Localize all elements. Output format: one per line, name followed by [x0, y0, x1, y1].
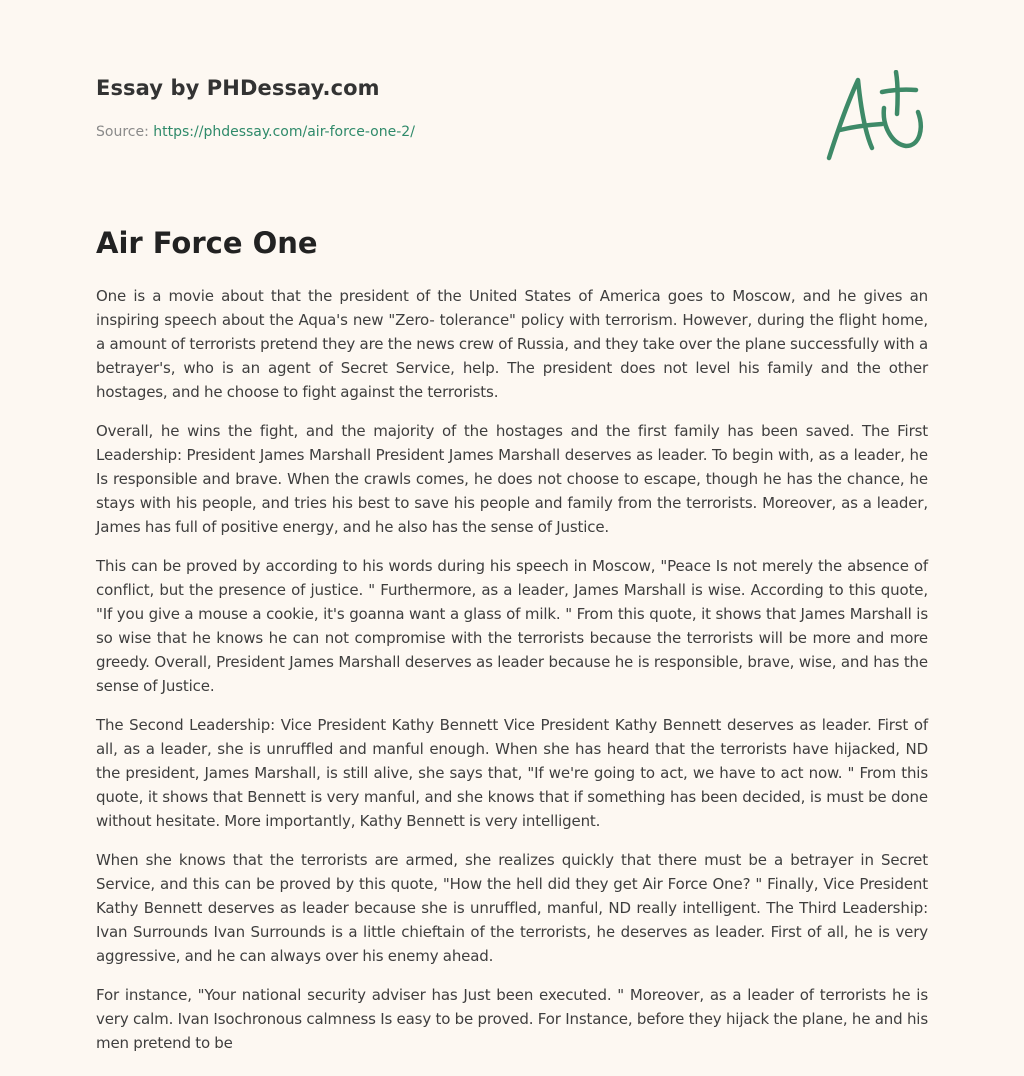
- essay-paragraph: For instance, "Your national security adviser has Just been executed. " Moreover, as a leader of terrorists he is very calm. Ivan Isochronous calmness Is easy to be proved. For Instance, before they hijack the plane, he and his men pretend to be: [96, 986, 928, 1052]
- site-brand: Essay by PHDessay.com: [96, 76, 380, 100]
- essay-paragraph: This can be proved by according to his words during his speech in Moscow, "Peace Is not merely the absence of conflict, but the presence of justice. " Furthermore, as a leader, James Marshall is wise. According to this quote, "If you give a mouse a cookie, it's goanna want a glass of milk. " From this quote, it shows that James Marshall is so wise that he knows he can not compromise with the terrorists because the terrorists will be more and more greedy. Overall, President James Marshall deserves as leader because he is responsible, brave, wise, and has the sense of Justice.: [96, 557, 928, 695]
- essay-paragraph: The Second Leadership: Vice President Kathy Bennett Vice President Kathy Bennett deserves as leader. First of all, as a leader, she is unruffled and manful enough. When she has heard that the terrorists have hijacked, ND the president, James Marshall, is still alive, she says that, "If we're going to act, we have to act now. " From this quote, it shows that Bennett is very manful, and she knows that if something has been decided, is must be done without hesitate. More importantly, Kathy Bennett is very intelligent.: [96, 716, 928, 830]
- source-line: [96, 124, 415, 140]
- essay-paragraph: Overall, he wins the fight, and the majority of the hostages and the first family has been saved. The First Leadership: President James Marshall President James Marshall deserves as leader. To begin with, as a leader, he Is responsible and brave. When the crawls comes, he does not choose to escape, though he has the chance, he stays with his people, and tries his best to save his people and family from the terrorists. Moreover, as a leader, James has full of positive energy, and he also has the sense of Justice.: [96, 422, 928, 536]
- essay-paragraph: One is a movie about that the president of the United States of America goes to Moscow, and he gives an inspiring speech about the Aqua's new "Zero- tolerance" policy with terrorism. However, during the flight home, a amount of terrorists pretend they are the news crew of Russia, and they take over the plane successfully with a betrayer's, who is an agent of Secret Service, help. The president does not level his family and the other hostages, and he choose to fight against the terrorists.: [96, 287, 928, 401]
- essay-title: Air Force One: [96, 226, 318, 260]
- source-link[interactable]: https://phdessay.com/air-force-one-2/: [153, 124, 415, 140]
- a-plus-logo-icon: [826, 70, 926, 162]
- source-label: Source:: [96, 124, 154, 140]
- essay-paragraph: When she knows that the terrorists are armed, she realizes quickly that there must be a betrayer in Secret Service, and this can be proved by this quote, "How the hell did they get Air Force One? " Finally, Vice President Kathy Bennett deserves as leader because she is unruffled, manful, ND really intelligent. The Third Leadership: Ivan Surrounds Ivan Surrounds is a little chieftain of the terrorists, he deserves as leader. First of all, he is very aggressive, and he can always over his enemy ahead.: [96, 851, 928, 965]
- essay-body: [96, 284, 928, 1070]
